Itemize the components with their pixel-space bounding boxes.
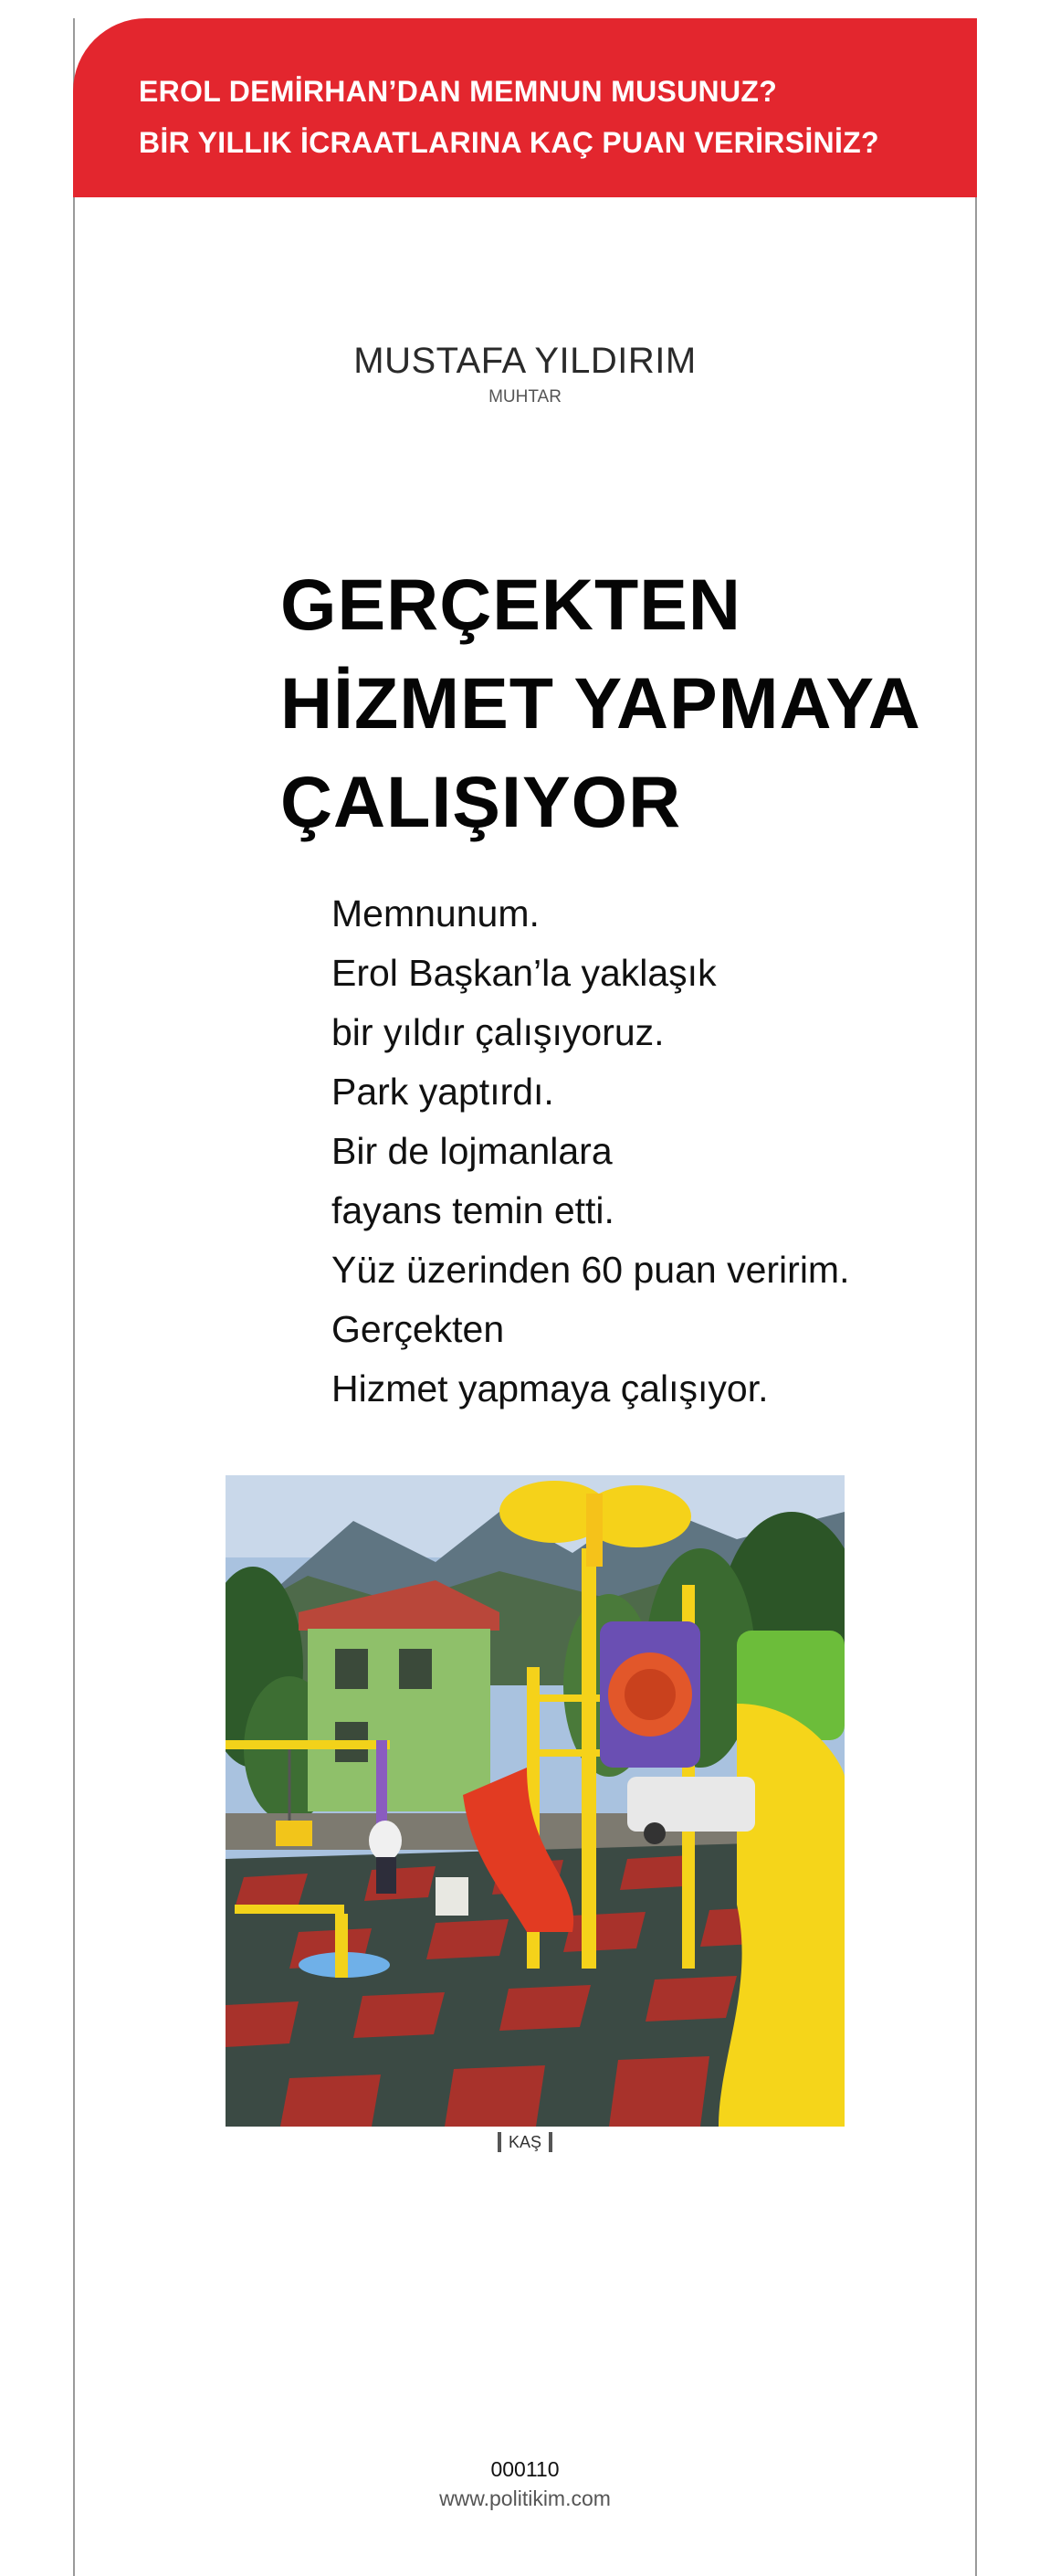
quote-line: Hizmet yapmaya çalışıyor. — [331, 1367, 769, 1409]
person-role: MUHTAR — [488, 387, 562, 406]
playground-photo — [226, 1475, 845, 2127]
person-block — [0, 340, 1050, 407]
quote-line: Bir de lojmanlara — [331, 1130, 613, 1172]
quote-line: Memnunum. — [331, 892, 540, 934]
quote-line: fayans temin etti. — [331, 1189, 614, 1231]
quote-line: Yüz üzerinden 60 puan veririm. — [331, 1249, 850, 1291]
caption-text: KAŞ — [508, 2132, 542, 2151]
headline — [280, 555, 919, 851]
photo-caption — [0, 2132, 1050, 2152]
page-number: 000110 — [490, 2457, 560, 2481]
quote-text — [331, 884, 952, 1419]
header-banner — [73, 18, 977, 197]
headline-line-1: GERÇEKTEN — [280, 564, 741, 645]
header-question-line-1: EROL DEMİRHAN’DAN MEMNUN MUSUNUZ? — [139, 75, 778, 108]
quote-line: Erol Başkan’la yaklaşık — [331, 952, 717, 994]
website-link[interactable]: www.politikim.com — [439, 2486, 611, 2510]
quote-line: bir yıldır çalışıyoruz. — [331, 1011, 665, 1053]
header-question-line-2: BİR YILLIK İCRAATLARINA KAÇ PUAN VERİRSİNİZ? — [139, 126, 879, 159]
caption-divider-right — [549, 2132, 552, 2152]
headline-line-3: ÇALIŞIYOR — [280, 761, 682, 842]
quote-line: Gerçekten — [331, 1308, 505, 1350]
person-name: MUSTAFA YILDIRIM — [353, 341, 697, 381]
quote-line: Park yaptırdı. — [331, 1071, 554, 1113]
page-footer — [0, 2455, 1050, 2512]
caption-divider-left — [498, 2132, 501, 2152]
headline-line-2: HİZMET YAPMAYA — [280, 662, 921, 744]
